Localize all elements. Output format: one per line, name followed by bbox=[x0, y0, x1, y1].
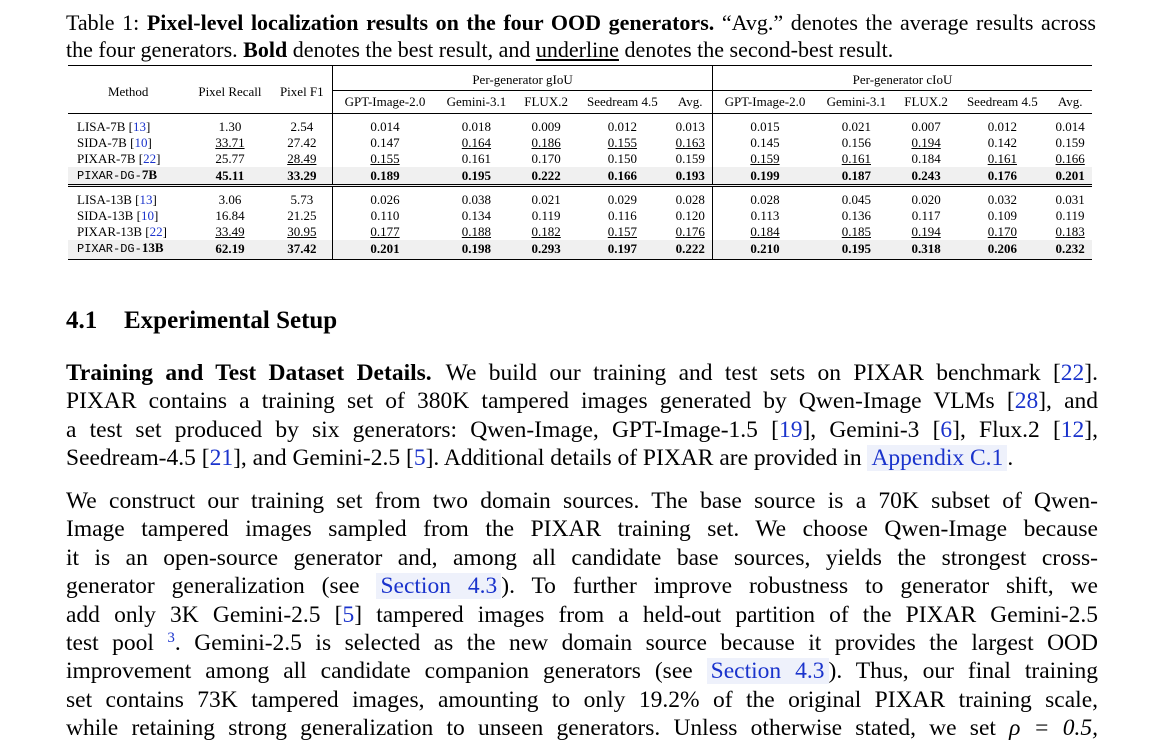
para2-line-2: Image tampered images sampled from the PIXAR training set. We choose Qwen-Image because bbox=[66, 516, 1098, 543]
results-table bbox=[68, 65, 1092, 260]
cell: 33.49 bbox=[215, 224, 245, 239]
method-cell: PIXAR-DG-7B bbox=[68, 167, 188, 186]
caption-bold-title: Pixel-level localization results on the four OOD generators. bbox=[146, 10, 715, 35]
cell: 0.183 bbox=[1055, 224, 1085, 239]
method-cell: LISA-7B [13] bbox=[68, 114, 188, 136]
citation-link[interactable]: 12 bbox=[1060, 416, 1085, 443]
header-giou-seedream: Seedream 4.5 bbox=[576, 91, 668, 114]
cell: 25.77 bbox=[215, 151, 245, 166]
cell: 0.157 bbox=[607, 224, 637, 239]
runin-heading: Training and Test Dataset Details. bbox=[66, 360, 432, 386]
table-row-pixar-13b bbox=[68, 224, 1092, 240]
para2-line-6: test pool $^3$. Gemini-2.5 is selected as the new domain source because it provides the largest OOD bbox=[66, 630, 1098, 657]
cell: 0.012 bbox=[956, 114, 1048, 136]
cell: 0.020 bbox=[896, 186, 956, 209]
cell: 0.136 bbox=[841, 208, 871, 223]
citation-link[interactable]: 5 bbox=[342, 601, 355, 628]
cell: 0.014 bbox=[333, 114, 437, 136]
caption-underline-word: underline bbox=[535, 37, 619, 62]
cell: 0.318 bbox=[896, 240, 956, 260]
table-row-lisa-7b bbox=[68, 114, 1092, 136]
para2-line-3: it is an open-source generator and, among all candidate base sources, yields the strongest cross- bbox=[66, 544, 1098, 571]
cell: 28.49 bbox=[287, 151, 317, 166]
cell: 0.193 bbox=[668, 167, 712, 186]
table-row-sida-13b bbox=[68, 208, 1092, 224]
cell: 0.222 bbox=[668, 240, 712, 260]
method-cell: SIDA-13B [10] bbox=[77, 208, 159, 223]
cell: 0.195 bbox=[437, 167, 516, 186]
header-group-ciou: Per-generator cIoU bbox=[713, 66, 1092, 91]
section-title: Experimental Setup bbox=[124, 307, 338, 334]
cell: 0.029 bbox=[576, 186, 668, 209]
cell: 0.159 bbox=[1055, 135, 1085, 150]
cell: 0.015 bbox=[713, 114, 817, 136]
method-cell: SIDA-7B [10] bbox=[77, 135, 152, 150]
cell: 0.176 bbox=[675, 224, 705, 239]
caption-text-1: “Avg.” denotes the average results across the four generators. bbox=[66, 10, 1096, 62]
cell: 0.018 bbox=[437, 114, 516, 136]
cell: 45.11 bbox=[188, 167, 271, 186]
cell: 0.159 bbox=[713, 151, 817, 167]
cell: 0.150 bbox=[607, 151, 637, 166]
header-group-giou: Per-generator gIoU bbox=[333, 66, 713, 91]
cell: 0.206 bbox=[956, 240, 1048, 260]
citation-link[interactable]: 6 bbox=[940, 416, 953, 443]
cell: 0.110 bbox=[333, 208, 437, 224]
cell: 0.113 bbox=[713, 208, 817, 224]
cell: 0.177 bbox=[333, 224, 437, 240]
cell: 0.116 bbox=[607, 208, 637, 223]
cell: 0.189 bbox=[333, 167, 437, 186]
cell: 0.222 bbox=[516, 167, 576, 186]
method-cell: PIXAR-7B [22] bbox=[77, 151, 161, 166]
cell: 0.166 bbox=[576, 167, 668, 186]
cell: 0.161 bbox=[987, 151, 1017, 166]
cell: 2.54 bbox=[272, 114, 333, 136]
cell: 33.71 bbox=[215, 135, 245, 150]
table-caption bbox=[66, 9, 1096, 63]
method-cell: PIXAR-DG-13B bbox=[68, 240, 188, 260]
cell: 0.028 bbox=[713, 186, 817, 209]
cell: 0.155 bbox=[607, 135, 637, 150]
cell: 0.031 bbox=[1048, 186, 1092, 209]
cell: 0.117 bbox=[911, 208, 941, 223]
para2-line-1: We construct our training set from two domain sources. The base source is a 70K subset of Qwen- bbox=[66, 488, 1098, 514]
header-method: Method bbox=[68, 66, 188, 114]
table-row-sida-7b bbox=[68, 135, 1092, 151]
cell: 27.42 bbox=[287, 135, 317, 150]
table-row-pixar-dg-13b bbox=[68, 240, 1092, 260]
table-row-pixar-dg-7b bbox=[68, 167, 1092, 186]
caption-bold-word: Bold bbox=[243, 37, 288, 62]
para2-line-4: generator generalization (see Section 4.3 ). To further improve robustness to generator shift, we bbox=[66, 573, 1098, 600]
paragraph-dataset-details bbox=[66, 359, 1098, 473]
cell: 0.021 bbox=[817, 114, 896, 136]
paragraph-training-set bbox=[66, 487, 1098, 743]
section-link[interactable]: Section 4.3 bbox=[376, 573, 501, 599]
para1-line-4: Seedream-4.5 [21], and Gemini-2.5 [5]. Additional details of PIXAR are provided in Appendix C.1 . bbox=[66, 445, 1014, 472]
cell: 0.182 bbox=[531, 224, 561, 239]
cell: 0.145 bbox=[713, 135, 817, 151]
method-cell: LISA-13B [13] bbox=[68, 186, 188, 209]
caption-text-2: denotes the best result, and bbox=[292, 37, 531, 62]
cell: 0.186 bbox=[531, 135, 561, 150]
cell: 0.184 bbox=[911, 151, 941, 166]
para1-line-1: Training and Test Dataset Details. We build our training and test sets on PIXAR benchmark [22]. bbox=[66, 360, 1098, 386]
cell: 0.009 bbox=[516, 114, 576, 136]
cell: 0.026 bbox=[333, 186, 437, 209]
caption-text-3: denotes the second-best result. bbox=[624, 37, 894, 62]
cell: 0.014 bbox=[1048, 114, 1092, 136]
para1-line-2: PIXAR contains a training set of 380K tampered images generated by Qwen-Image VLMs [28], and bbox=[66, 388, 1099, 415]
cell: 0.032 bbox=[956, 186, 1048, 209]
cell: 0.170 bbox=[531, 151, 561, 166]
citation-link[interactable]: 22 bbox=[1060, 360, 1085, 386]
cell: 0.163 bbox=[675, 135, 705, 150]
cell: 0.120 bbox=[675, 208, 705, 223]
section-heading bbox=[66, 306, 337, 336]
header-pixel-recall: Pixel Recall bbox=[188, 66, 271, 114]
cell: 30.95 bbox=[287, 224, 317, 239]
header-giou-flux: FLUX.2 bbox=[516, 91, 576, 114]
header-ciou-avg: Avg. bbox=[1048, 91, 1092, 114]
header-ciou-gemini: Gemini-3.1 bbox=[817, 91, 896, 114]
table-header-row-1 bbox=[68, 66, 1092, 91]
cell: 0.013 bbox=[668, 114, 712, 136]
cell: 37.42 bbox=[272, 240, 333, 260]
cell: 0.185 bbox=[841, 224, 871, 239]
para2-line-9: while retaining strong generalization to unseen generators. Unless otherwise stated, we set ρ = 0.5, bbox=[66, 715, 1099, 742]
cell: 0.194 bbox=[911, 135, 941, 150]
header-giou-gemini: Gemini-3.1 bbox=[437, 91, 516, 114]
table-row-pixar-7b bbox=[68, 151, 1092, 167]
cell: 0.142 bbox=[987, 135, 1017, 150]
cell: 0.119 bbox=[1055, 208, 1085, 223]
cell: 0.188 bbox=[461, 224, 492, 239]
cell: 0.012 bbox=[576, 114, 668, 136]
cell: 0.134 bbox=[461, 208, 492, 223]
method-cell: PIXAR-13B [22] bbox=[77, 224, 167, 239]
header-ciou-flux: FLUX.2 bbox=[896, 91, 956, 114]
header-giou-avg: Avg. bbox=[668, 91, 712, 114]
header-pixel-f1: Pixel F1 bbox=[272, 66, 333, 114]
cell: 0.187 bbox=[817, 167, 896, 186]
cell: 0.166 bbox=[1055, 151, 1085, 166]
cell: 0.147 bbox=[333, 135, 437, 151]
cell: 0.198 bbox=[437, 240, 516, 260]
cell: 1.30 bbox=[188, 114, 271, 136]
cell: 0.028 bbox=[668, 186, 712, 209]
cell: 0.164 bbox=[461, 135, 492, 150]
citation-link[interactable]: 21 bbox=[209, 445, 234, 472]
para2-line-8: set contains 73K tampered images, amounting to only 19.2% of the original PIXAR training scale, bbox=[66, 686, 1098, 713]
table-row-lisa-13b bbox=[68, 186, 1092, 209]
para1-line-3: a test set produced by six generators: Qwen-Image, GPT-Image-1.5 [19], Gemini-3 [6], Flux.2 [12], bbox=[66, 416, 1098, 443]
cell: 0.161 bbox=[841, 151, 871, 166]
cell: 5.73 bbox=[272, 186, 333, 209]
caption-label: Table 1: bbox=[66, 10, 140, 35]
cell: 0.194 bbox=[911, 224, 941, 239]
cell: 0.119 bbox=[531, 208, 561, 223]
header-giou-gpt: GPT-Image-2.0 bbox=[333, 91, 437, 114]
cell: 33.29 bbox=[272, 167, 333, 186]
citation-link[interactable]: 19 bbox=[778, 416, 803, 443]
appendix-link[interactable]: Appendix C.1 bbox=[867, 445, 1007, 471]
cell: 0.007 bbox=[896, 114, 956, 136]
header-ciou-seedream: Seedream 4.5 bbox=[956, 91, 1048, 114]
cell: 0.176 bbox=[956, 167, 1048, 186]
cell: 0.045 bbox=[817, 186, 896, 209]
cell: 3.06 bbox=[188, 186, 271, 209]
cell: 0.156 bbox=[841, 135, 871, 150]
cell: 0.109 bbox=[987, 208, 1017, 223]
cell: 0.195 bbox=[817, 240, 896, 260]
cell: 0.155 bbox=[333, 151, 437, 167]
citation-link[interactable]: 28 bbox=[1014, 388, 1039, 415]
cell: 0.201 bbox=[1048, 167, 1092, 186]
cell: 0.293 bbox=[516, 240, 576, 260]
header-ciou-gpt: GPT-Image-2.0 bbox=[713, 91, 817, 114]
cell: 0.170 bbox=[987, 224, 1017, 239]
cell: 0.201 bbox=[333, 240, 437, 260]
cell: 0.159 bbox=[675, 151, 705, 166]
cell: 16.84 bbox=[215, 208, 245, 223]
para2-line-7: improvement among all candidate companion generators (see Section 4.3 ). Thus, our final training bbox=[66, 658, 1098, 685]
footnote-link[interactable]: 3 bbox=[167, 630, 175, 647]
cell: 0.232 bbox=[1048, 240, 1092, 260]
math-rho: ρ = 0.5, bbox=[1009, 715, 1099, 742]
cell: 0.161 bbox=[461, 151, 492, 166]
cell: 0.199 bbox=[713, 167, 817, 186]
cell: 0.243 bbox=[896, 167, 956, 186]
cell: 0.197 bbox=[576, 240, 668, 260]
section-number: 4.1 bbox=[66, 307, 98, 334]
cell: 0.038 bbox=[437, 186, 516, 209]
cell: 21.25 bbox=[287, 208, 317, 223]
cell: 0.210 bbox=[713, 240, 817, 260]
cell: 0.021 bbox=[516, 186, 576, 209]
para2-line-5: add only 3K Gemini-2.5 [5] tampered images from a held-out partition of the PIXAR Gemini-2.5 bbox=[66, 601, 1098, 628]
cell: 62.19 bbox=[188, 240, 271, 260]
section-link[interactable]: Section 4.3 bbox=[707, 658, 829, 684]
cell: 0.184 bbox=[713, 224, 817, 240]
citation-link[interactable]: 5 bbox=[413, 445, 426, 472]
